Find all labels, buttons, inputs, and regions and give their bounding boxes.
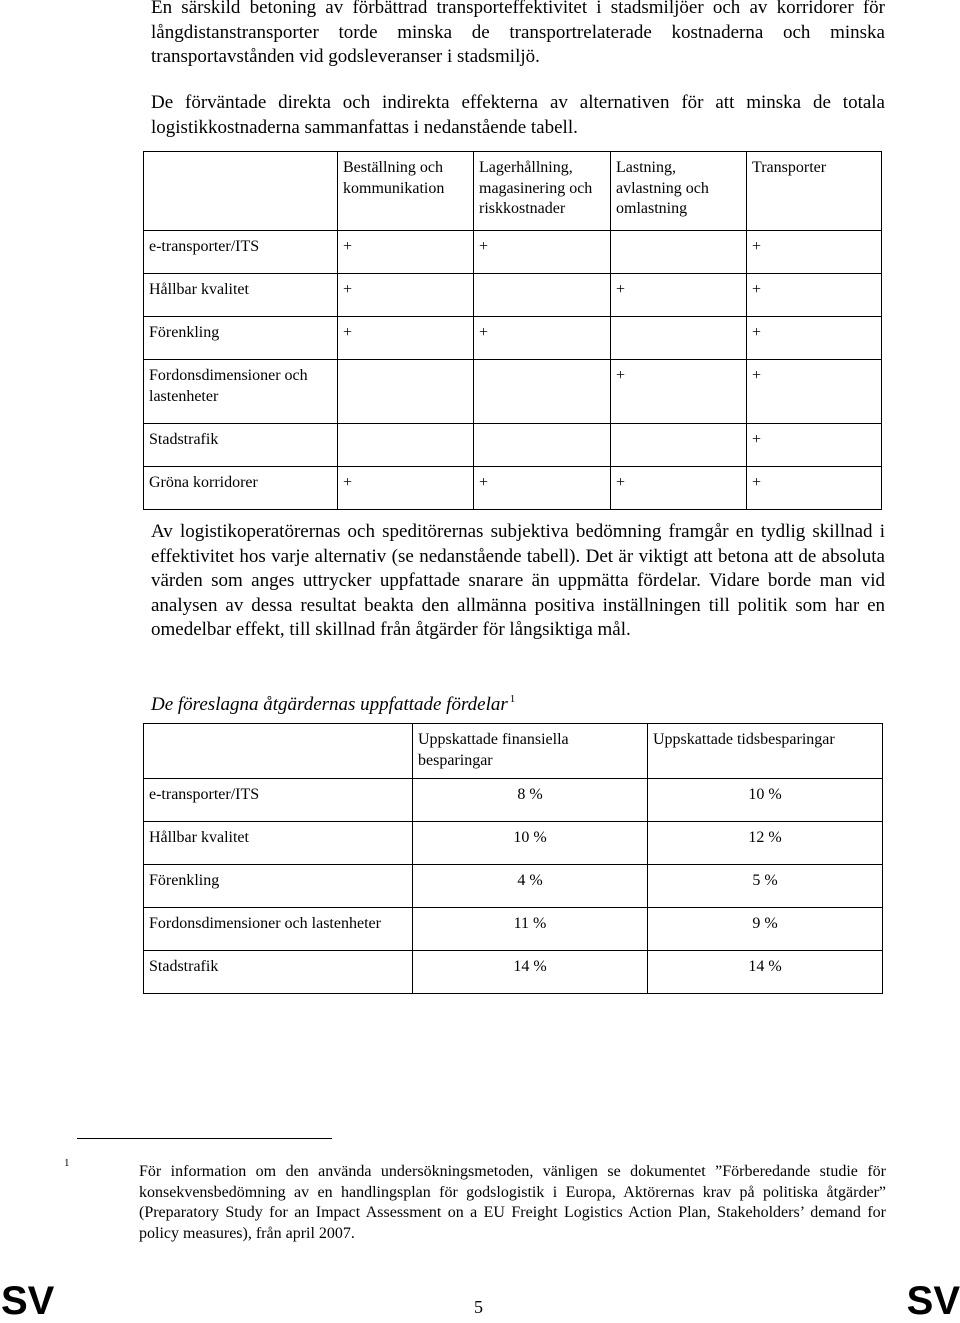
row-label: Fordonsdimensioner och lastenheter [144, 908, 413, 951]
row-label: Stadstrafik [144, 424, 338, 467]
table-row [144, 360, 882, 424]
table-header-row [144, 724, 883, 779]
table-cell: + [611, 467, 747, 510]
row-label: Hållbar kvalitet [144, 822, 413, 865]
table-row [144, 908, 883, 951]
table-header-cell: Lastning, avlastning och omlastning [611, 152, 747, 231]
time-savings-cell: 10 % [648, 779, 883, 822]
time-savings-cell: 9 % [648, 908, 883, 951]
table-cell [338, 424, 474, 467]
table-cell [611, 317, 747, 360]
table-cell [474, 360, 611, 424]
table-cell: + [338, 317, 474, 360]
table-row [144, 274, 882, 317]
time-savings-cell: 12 % [648, 822, 883, 865]
effects-table [143, 151, 882, 510]
table-header-cell: Transporter [747, 152, 882, 231]
table-cell: + [611, 274, 747, 317]
financial-savings-cell: 11 % [413, 908, 648, 951]
table-cell [611, 424, 747, 467]
footnote-number: 1 [64, 1157, 70, 1169]
table-header-cell: Uppskattade tidsbesparingar [648, 724, 883, 779]
time-savings-cell: 14 % [648, 951, 883, 994]
table-row [144, 865, 883, 908]
table-cell: + [747, 424, 882, 467]
footnote-text: För information om den använda undersökningsmetoden, vänligen se dokumentet ”Förberedande studie för konsekvensbedömning av en handlingsplan för godslogistik i Europa, Aktörernas krav på politiska åtgärder” (Preparatory Study for an Impact Assessment on a EU Freight Logistics Action Plan, Stakeholders’ demand for policy measures), från april 2007. [139, 1163, 886, 1243]
summary-paragraph: De förväntade direkta och indirekta effekterna av alternativen för att minska de totala logistikkostnaderna sammanfattas i nedanstående tabell. [151, 92, 885, 138]
table-header-cell: Uppskattade finansiella besparingar [413, 724, 648, 779]
table-cell: + [474, 317, 611, 360]
row-label: e-transporter/ITS [144, 231, 338, 274]
footnote-separator [77, 1138, 332, 1139]
table-cell [611, 231, 747, 274]
table-row [144, 822, 883, 865]
table-cell [474, 424, 611, 467]
table-cell: + [338, 231, 474, 274]
language-code-left: SV [1, 1279, 55, 1323]
table-row [144, 951, 883, 994]
intro-paragraph: En särskild betoning av förbättrad transporteffektivitet i stadsmiljöer och av korridorer för långdistanstransporter torde minska de transportrelaterade kostnaderna och minska transportavstånden vid godsleveranser i stadsmiljö. [151, 0, 885, 68]
caption-text: De föreslagna åtgärdernas uppfattade fördelar [151, 694, 508, 715]
footnote-reference: 1 [509, 693, 516, 705]
table-row [144, 424, 882, 467]
row-label: e-transporter/ITS [144, 779, 413, 822]
language-code-right: SV [906, 1279, 960, 1323]
table-row [144, 317, 882, 360]
table-cell: + [747, 467, 882, 510]
table-row [144, 779, 883, 822]
table-cell: + [747, 231, 882, 274]
row-label: Fordonsdimensioner och lastenheter [144, 360, 338, 424]
table-header-cell: Beställning och kommunikation [338, 152, 474, 231]
time-savings-cell: 5 % [648, 865, 883, 908]
table-cell: + [747, 360, 882, 424]
table-cell [474, 274, 611, 317]
table-cell [338, 360, 474, 424]
table-row [144, 231, 882, 274]
assessment-paragraph: Av logistikoperatörernas och speditörernas subjektiva bedömning framgår en tydlig skillnad i effektivitet hos varje alternativ (se nedanstående tabell). Det är viktigt att betona att de absoluta värden som anges uttrycker uppfattade snarare än uppmätta fördelar. Vidare borde man vid analysen av dessa resultat beakta den allmänna positiva inställningen till politik som har en omedelbar effekt, till skillnad från åtgärder för långsiktiga mål. [151, 521, 885, 641]
table-header-cell: Lagerhållning, magasinering och riskkostnader [474, 152, 611, 231]
table-cell: + [474, 231, 611, 274]
row-label: Förenkling [144, 317, 338, 360]
table-header-row [144, 152, 882, 231]
table-header-cell [144, 152, 338, 231]
row-label: Förenkling [144, 865, 413, 908]
table-cell: + [338, 467, 474, 510]
table-row [144, 467, 882, 510]
financial-savings-cell: 8 % [413, 779, 648, 822]
row-label: Hållbar kvalitet [144, 274, 338, 317]
row-label: Stadstrafik [144, 951, 413, 994]
financial-savings-cell: 14 % [413, 951, 648, 994]
table-cell: + [611, 360, 747, 424]
row-label: Gröna korridorer [144, 467, 338, 510]
table-cell: + [474, 467, 611, 510]
table-header-cell [144, 724, 413, 779]
table-cell: + [747, 317, 882, 360]
table-cell: + [747, 274, 882, 317]
page-number: 5 [474, 1297, 483, 1317]
benefits-table [143, 723, 883, 994]
financial-savings-cell: 10 % [413, 822, 648, 865]
table-caption [151, 687, 515, 717]
financial-savings-cell: 4 % [413, 865, 648, 908]
table-cell: + [338, 274, 474, 317]
